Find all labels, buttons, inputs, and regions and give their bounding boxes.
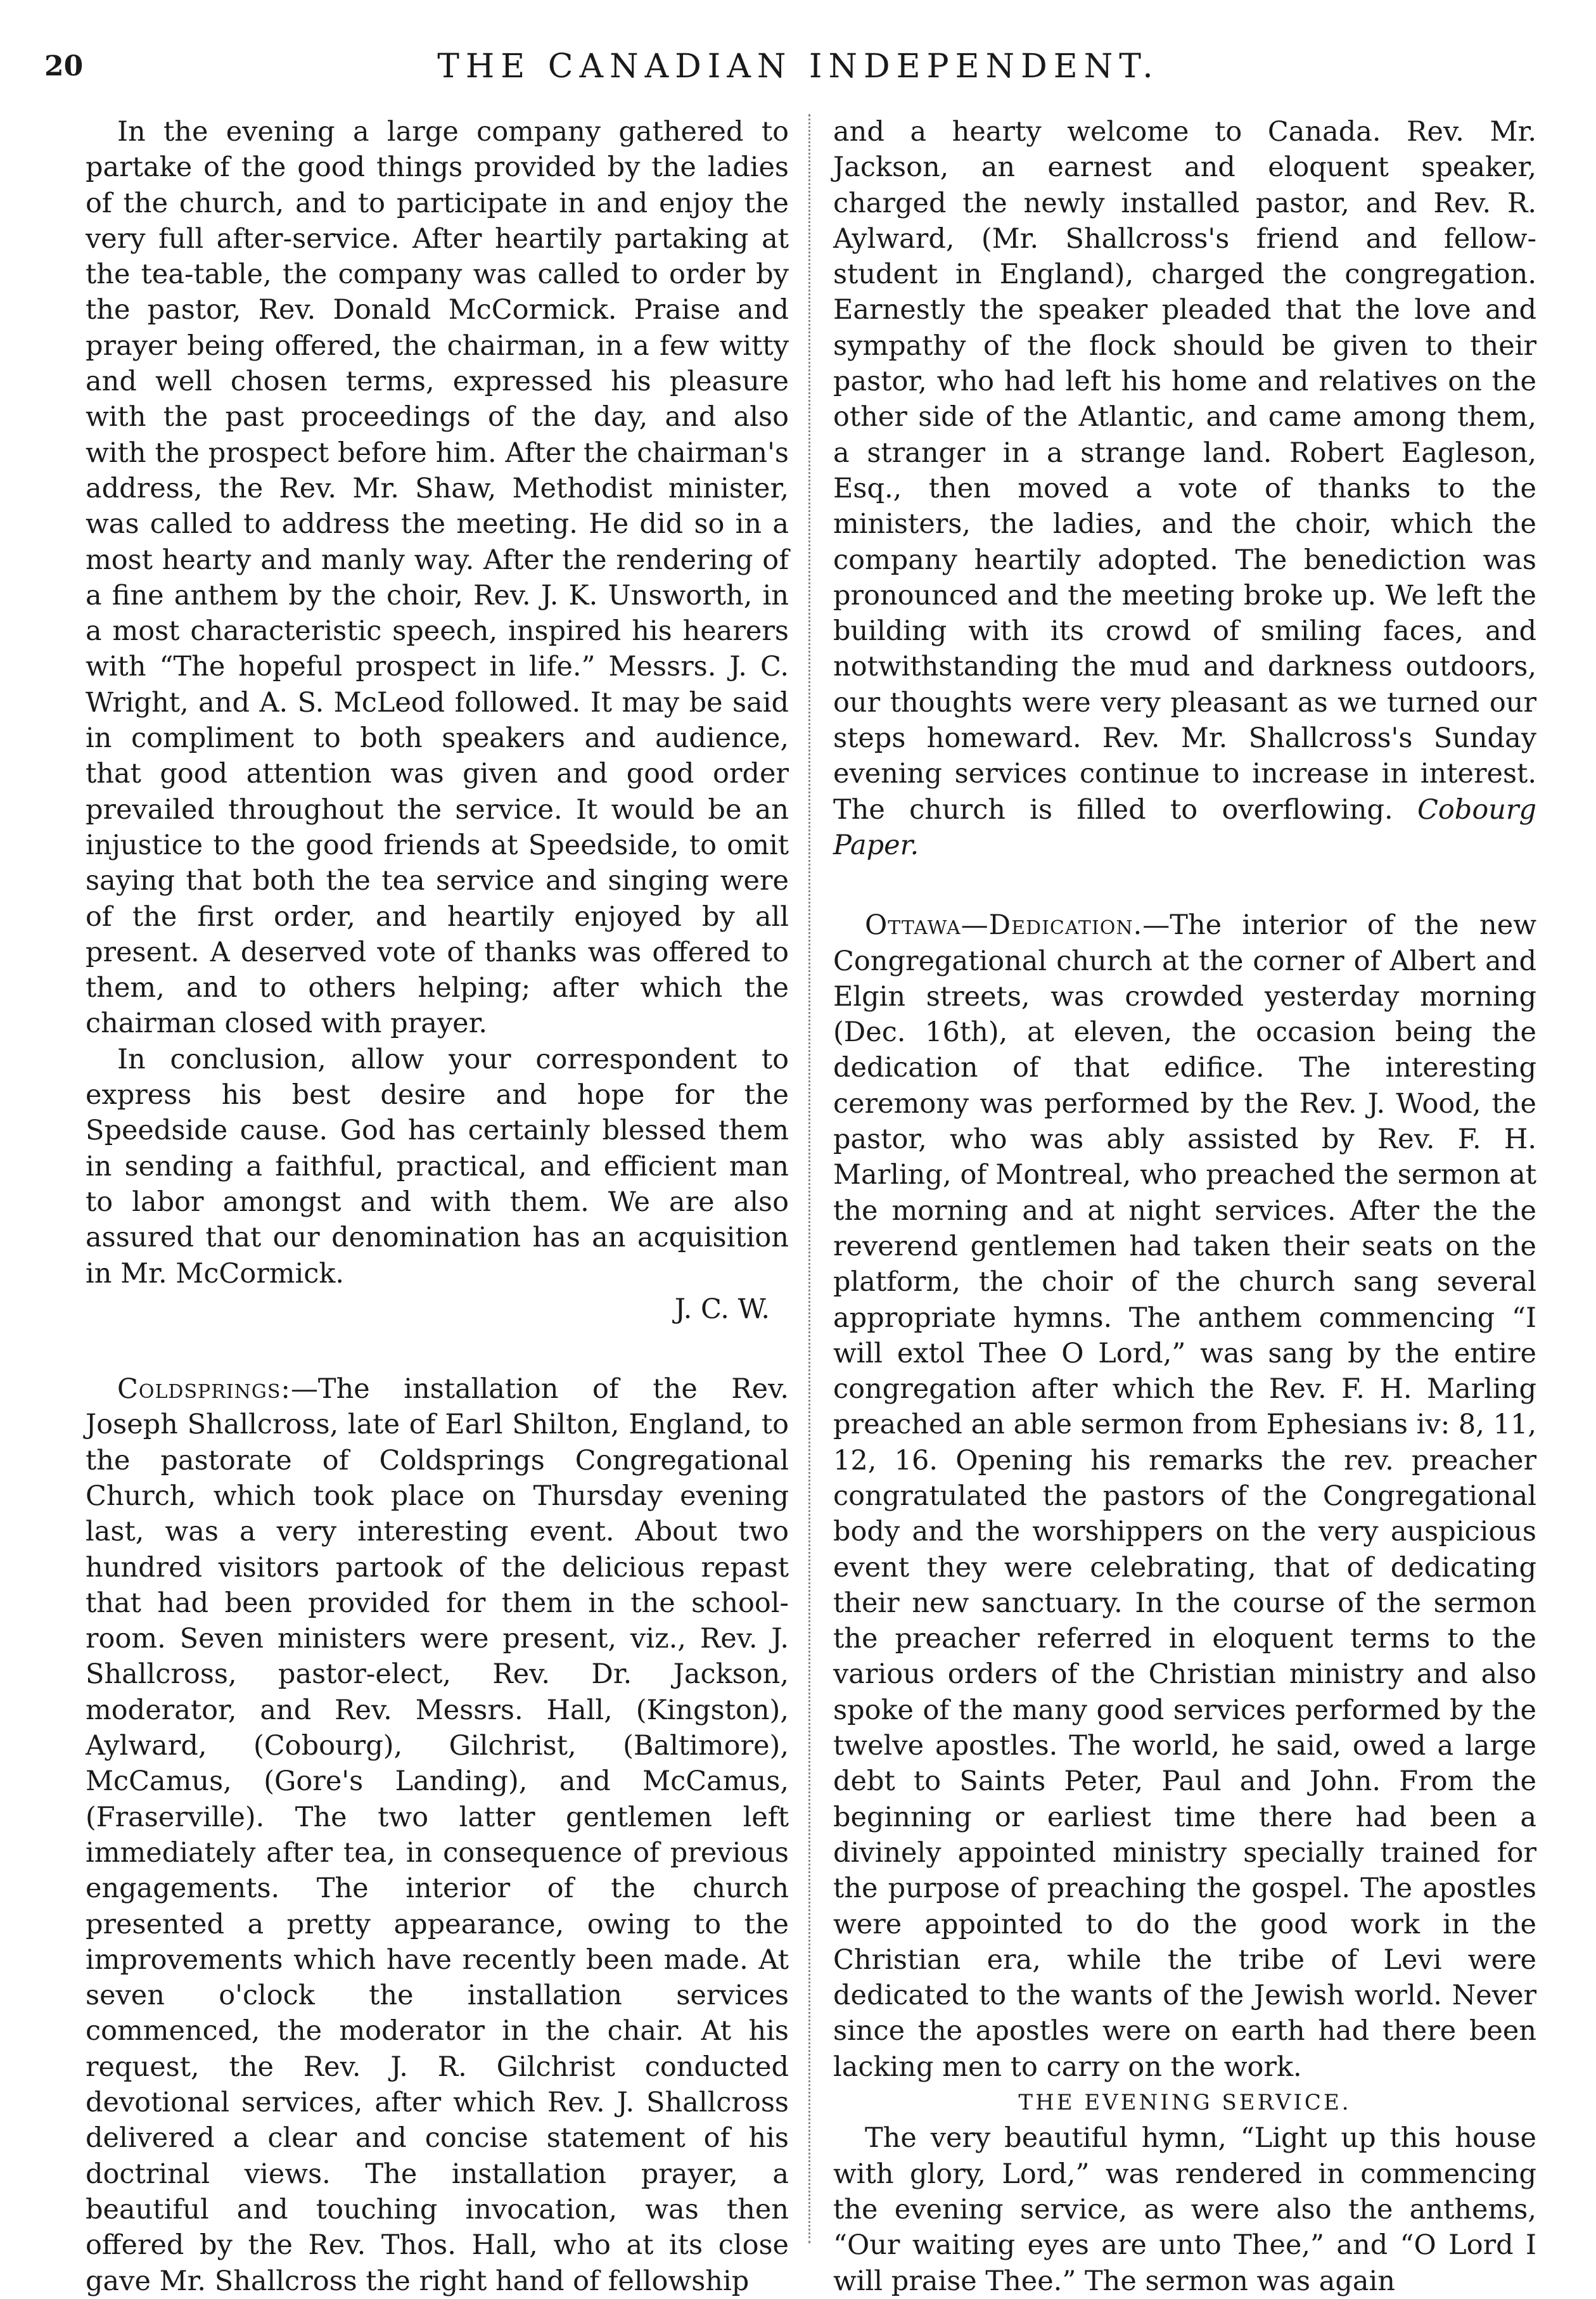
ottawa-lead-in: Ottawa—Dedication.: [865, 909, 1143, 942]
coldsprings-body: —The installation of the Rev. Joseph Shallcross, late of Earl Shilton, England, to the pastorate of Coldsprings Congregational Church, which took place on Thursday evening last, was a very interesting event. About two hundred visitors partook of the delicious repast that had been provided for them in the school-room. Seven ministers were present, viz., Rev. J. Shallcross, pastor-elect, Rev. Dr. Jackson, moderator, and Rev. Messrs. Hall, (Kingston), Aylward, (Cobourg), Gilchrist, (Baltimore), McCamus, (Gore's Landing), and McCamus, (Fraserville). The two latter gentlemen left immediately after tea, in consequence of previous engagements. The interior of the church presented a pretty appearance, owing to the improvements which have recently been made. At seven o'clock the installation services commenced, the moderator in the chair. At his request, the Rev. J. R. Gilchrist conducted devotional services, after which Rev. J. Shallcross delivered a clear and concise statement of his doctrinal views. The installation prayer, a beautiful and touching invocation, was then offered by the Rev. Thos. Hall, who at its close gave Mr. Shallcross the right hand of fellowship: [86, 1373, 789, 2297]
source-credit: Cobourg Paper.: [833, 793, 1536, 861]
section-gap: [833, 863, 1536, 907]
signature-line: [86, 1291, 789, 1327]
page-header: [44, 38, 1552, 95]
speedside-conclusion-paragraph: In conclusion, allow your correspondent to express his best desire and hope for the Speedside cause. God has certainly blessed them in sending a faithful, practical, and efficient man to labor amongst and with them. We are also assured that our denomination has an acquisition in Mr. McCormick.: [86, 1043, 789, 1290]
page-number: 20: [44, 50, 84, 82]
ottawa-dedication-paragraph: [833, 907, 1536, 2085]
ottawa-body: —The interior of the new Congregational church at the corner of Albert and Elgin streets, was crowded yesterday morning (Dec. 16th), at eleven, the occasion being the dedication of that edifice. The interesting ceremony was performed by the Rev. J. Wood, the pastor, who was ably assisted by Rev. F. H. Marling, of Montreal, who preached the sermon at the morning and at night services. After the the reverend gentlemen had taken their seats on the platform, the choir of the church sang several appropriate hymns. The anthem commencing “I will extol Thee O Lord,” was sang by the entire congregation after which the Rev. F. H. Marling preached an able sermon from Ephesians iv: 8, 11, 12, 16. Opening his remarks the rev. preacher congratulated the pastors of the Congregational body and the worshippers on the very auspicious event they were celebrating, that of dedicating their new sanctuary. In the course of the sermon the preacher referred in eloquent terms to the various orders of the Christian ministry and also spoke of the many good services performed by the twelve apostles. The world, he said, owed a large debt to Saints Peter, Paul and John. From the beginning or earliest time there had been a divinely appointed ministry specially trained for the purpose of preaching the gospel. The apostles were appointed to do the good work in the Christian era, while the tribe of Levi were dedicated to the wants of the Jewish world. Never since the apostles were on earth had there been lacking men to carry on the work.: [833, 909, 1536, 2083]
evening-service-paragraph: The very beautiful hymn, “Light up this house with glory, Lord,” was rendered in commencing the evening service, as were also the anthems, “Our waiting eyes are unto Thee,” and “O Lord I will praise Thee.” The sermon was again: [833, 2122, 1536, 2297]
right-column: [833, 114, 1536, 2297]
speedside-tea-meeting-paragraph: In the evening a large company gathered to partake of the good things provided by the ladies of the church, and to participate in and enjoy the very full after-service. After heartily partaking at the tea-table, the company was called to order by the pastor, Rev. Donald McCormick. Praise and prayer being offered, the chairman, in a few witty and well chosen terms, expressed his pleasure with the past proceedings of the day, and also with the prospect before him. After the chairman's address, the Rev. Mr. Shaw, Methodist minister, was called to address the meeting. He did so in a most hearty and manly way. After the rendering of a fine anthem by the choir, Rev. J. K. Unsworth, in a most characteristic speech, inspired his hearers with “The hopeful prospect in life.” Messrs. J. C. Wright, and A. S. McLeod followed. It may be said in compliment to both speakers and audience, that good attention was given and good order prevailed throughout the service. It would be an injustice to the good friends at Speedside, to omit saying that both the tea service and singing were of the first order, and heartily enjoyed by all present. A deserved vote of thanks was offered to them, and to others helping; after which the chairman closed with prayer.: [86, 116, 789, 1040]
coldsprings-paragraph: [86, 1371, 789, 2299]
coldsprings-lead-in: Coldsprings:: [117, 1373, 291, 1406]
running-title: THE CANADIAN INDEPENDENT.: [437, 48, 1159, 86]
column-divider: [808, 114, 810, 2243]
section-gap: [86, 1327, 789, 1371]
signature: J. C. W.: [674, 1293, 770, 1325]
coldsprings-continuation-paragraph: [833, 114, 1536, 863]
left-column: [86, 114, 789, 2297]
evening-service-subheading: THE EVENING SERVICE.: [1018, 2090, 1351, 2116]
coldsprings-continuation-body: and a hearty welcome to Canada. Rev. Mr. Jackson, an earnest and eloquent speaker, charged the newly installed pastor, and Rev. R. Aylward, (Mr. Shallcross's friend and fellow-student in England), charged the congregation. Earnestly the speaker pleaded that the love and sympathy of the flock should be given to their pastor, who had left his home and relatives on the other side of the Atlantic, and came among them, a stranger in a strange land. Robert Eagleson, Esq., then moved a vote of thanks to the ministers, the ladies, and the choir, which the company heartily adopted. The benediction was pronounced and the meeting broke up. We left the building with its crowd of smiling faces, and notwithstanding the mud and darkness outdoors, our thoughts were very pleasant as we turned our steps homeward. Rev. Mr. Shallcross's Sunday evening services continue to increase in interest. The church is filled to overflowing.: [833, 116, 1536, 826]
